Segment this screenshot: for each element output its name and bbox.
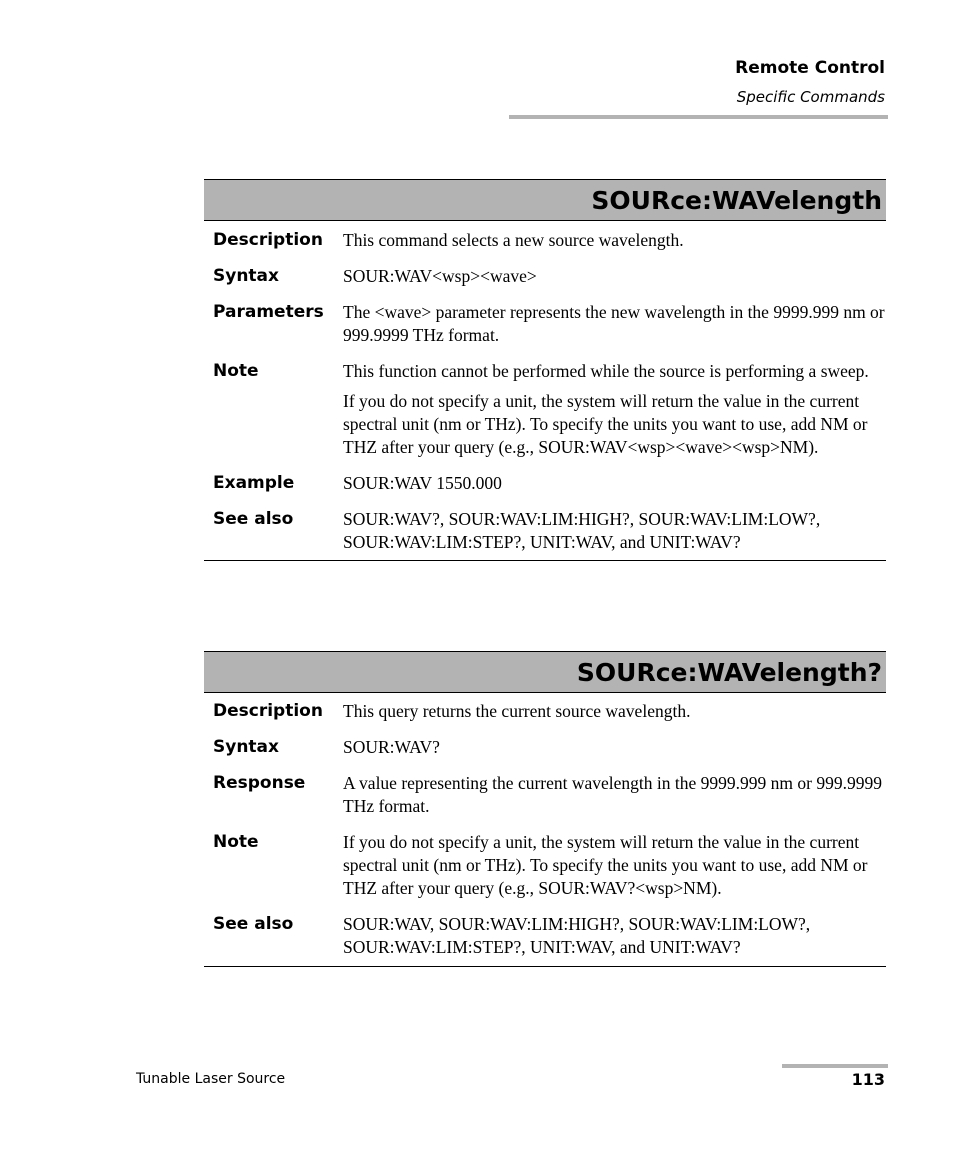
row-syntax [204, 252, 886, 288]
row-text: A value representing the current wavelength in the 9999.999 nm or 999.9999 THz format. [343, 773, 882, 816]
row-label: Example [213, 473, 295, 493]
row-label: Parameters [213, 302, 324, 322]
page-number: 113 [851, 1070, 885, 1089]
row-label: Description [213, 230, 323, 250]
row-example [204, 459, 886, 495]
command-section-set [204, 179, 886, 561]
row-parameters [204, 288, 886, 347]
row-text: SOUR:WAV<wsp><wave> [343, 266, 537, 286]
row-text: SOUR:WAV, SOUR:WAV:LIM:HIGH?, SOUR:WAV:LIM:LOW?, SOUR:WAV:LIM:STEP?, UNIT:WAV, and UNIT:WAV? [343, 914, 811, 957]
chapter-title: Remote Control [735, 58, 885, 78]
command-title: SOURce:WAVelength? [204, 651, 886, 693]
row-text: If you do not specify a unit, the system will return the value in the current spectral unit (nm or THz). To specify the units you want to use, add NM or THZ after your query (e.g., SOUR:WAV?<wsp>NM). [343, 832, 868, 898]
footer-rule [782, 1064, 888, 1068]
row-response [204, 759, 886, 818]
row-text: This query returns the current source wavelength. [343, 701, 691, 721]
row-see-also [204, 495, 886, 561]
row-label: Note [213, 361, 259, 381]
header-rule [509, 115, 888, 119]
footer-product: Tunable Laser Source [136, 1071, 286, 1087]
row-description [204, 693, 886, 723]
row-label: Note [213, 832, 259, 852]
row-text: This function cannot be performed while the source is performing a sweep. [343, 361, 869, 381]
row-text: SOUR:WAV?, SOUR:WAV:LIM:HIGH?, SOUR:WAV:LIM:LOW?, SOUR:WAV:LIM:STEP?, UNIT:WAV, and UNIT:WAV? [343, 509, 821, 552]
row-label: Syntax [213, 266, 279, 286]
row-note [204, 347, 886, 459]
row-label: See also [213, 914, 294, 934]
row-label: See also [213, 509, 294, 529]
row-text: SOUR:WAV 1550.000 [343, 473, 502, 493]
command-title: SOURce:WAVelength [204, 179, 886, 221]
row-description [204, 221, 886, 252]
row-syntax [204, 723, 886, 759]
row-label: Description [213, 701, 323, 721]
row-text: SOUR:WAV? [343, 737, 440, 757]
section-subtitle: Specific Commands [736, 88, 885, 106]
row-label: Response [213, 773, 306, 793]
row-see-also [204, 900, 886, 967]
row-label: Syntax [213, 737, 279, 757]
row-text: If you do not specify a unit, the system will return the value in the current spectral unit (nm or THz). To specify the units you want to use, add NM or THZ after your query (e.g., SOUR:WAV<wsp><wave><wsp>NM). [343, 391, 868, 457]
row-text: This command selects a new source wavelength. [343, 230, 684, 250]
row-note [204, 818, 886, 900]
row-text: The <wave> parameter represents the new wavelength in the 9999.999 nm or 999.9999 THz format. [343, 302, 885, 345]
command-section-query [204, 651, 886, 967]
